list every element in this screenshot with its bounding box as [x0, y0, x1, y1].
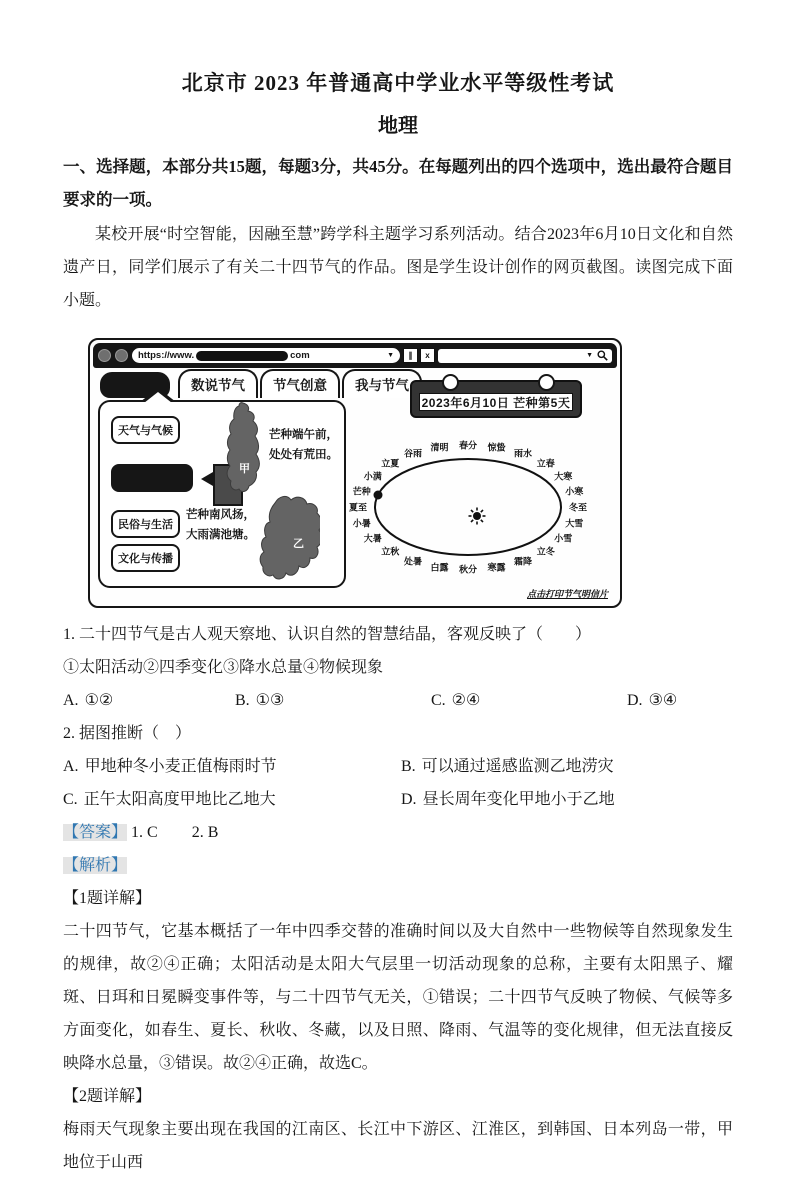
option-c: C. 正午太阳高度甲地比乙地大 — [63, 791, 276, 808]
solar-term-label: 清明 — [430, 442, 449, 453]
map-shanxi — [222, 400, 269, 495]
solar-term-label: 立夏 — [381, 458, 400, 469]
search-dropdown-icon[interactable]: ▼ — [586, 351, 593, 359]
solar-term-label: 冬至 — [568, 502, 588, 513]
solar-term-label: 大暑 — [363, 533, 382, 544]
url-suffix: com — [290, 350, 310, 361]
calendar-date-text: 2023年6月10日 芒种第5天 — [419, 393, 573, 411]
map-hunan — [258, 492, 320, 586]
detail-1-heading: 【1题详解】 — [63, 890, 152, 907]
browser-window — [88, 338, 622, 608]
calendar-banner — [410, 380, 582, 418]
detail-1-text: 二十四节气，它基本概括了一年中四季交替的准确时间以及大自然中一些物候等自然现象发生的规律，故②④正确；太阳活动是太阳大气层里一切活动现象的总称，主要有太阳黑子、耀斑、日珥和日冕瞬变事件等，与二十四节气无关，①错误；二十四节气反映了物候、气候等多方面变化，如春生、夏长、秋收、冬藏，以及日照、降雨、气温等的变化规律，但无法直接反映降水总量，③错误。故②④正确，故选C。 — [63, 923, 733, 1072]
option-a: A. 甲地种冬小麦正值梅雨时节 — [63, 758, 277, 775]
calendar-hole-icon — [538, 374, 555, 391]
solar-term-label: 立秋 — [381, 546, 400, 557]
exam-title: 北京市 2023 年普通高中学业水平等级性考试 — [181, 71, 615, 95]
option-b: B. ①③ — [235, 692, 285, 709]
map-label-yi: 乙 — [293, 538, 304, 550]
sidebar-button-folk-life[interactable]: 民俗与生活 — [111, 510, 180, 538]
question-2 — [63, 717, 733, 816]
question-2-stem: 2. 据图推断（ ） — [63, 725, 192, 742]
solar-term-label: 立春 — [536, 458, 555, 469]
solar-term-label: 小雪 — [554, 533, 573, 544]
forward-button[interactable] — [115, 349, 128, 362]
solar-term-label: 立冬 — [536, 546, 555, 557]
solar-term-label: 春分 — [458, 440, 478, 451]
url-dropdown-icon[interactable]: ▼ — [387, 352, 394, 359]
intro-paragraph: 某校开展“时空智能，因融至慧”跨学科主题学习系列活动。结合2023年6月10日文化和自然遗产日，同学们展示了有关二十四节气的作品。图是学生设计创作的网页截图。读图完成下面小题。 — [63, 226, 733, 309]
tab-jieqi-chuangyi[interactable]: 节气创意 — [260, 369, 340, 398]
tab-wo-yu-jieqi[interactable]: 我与节气 — [342, 369, 422, 398]
detail-2-heading: 【2题详解】 — [63, 1088, 152, 1105]
proverb-jia: 芒种端午前， 处处有荒田。 — [269, 429, 338, 461]
option-d: D. ③④ — [627, 692, 678, 709]
analysis-label-line — [63, 849, 733, 882]
answer-q2: 2. B — [191, 824, 219, 841]
orbit-diagram — [348, 440, 588, 575]
exam-subject: 地理 — [378, 115, 418, 137]
solar-term-label: 雨水 — [513, 448, 533, 459]
left-arrow-icon — [201, 472, 213, 486]
question-1-items: ①太阳活动②四季变化③降水总量④物候现象 — [63, 659, 384, 676]
tab-shuoshuo-jieqi[interactable]: 数说节气 — [178, 369, 258, 398]
url-prefix: https://www. — [138, 350, 195, 361]
answer-label: 【答案】 — [63, 824, 128, 841]
solar-term-label: 处暑 — [403, 556, 423, 567]
solar-term-label: 小满 — [363, 471, 382, 482]
question-1 — [63, 618, 733, 717]
solar-term-label: 寒露 — [487, 562, 506, 573]
earth-position-dot — [374, 490, 383, 499]
solar-term-label: 秋分 — [458, 564, 478, 575]
proverb-yi: 芒种南风扬， 大雨满池塘。 — [186, 509, 255, 541]
sidebar-button-redacted[interactable] — [111, 464, 193, 492]
panel-notch — [140, 388, 176, 402]
solar-term-label: 谷雨 — [403, 448, 423, 459]
search-icon[interactable] — [597, 350, 608, 361]
section-heading: 一、选择题，本部分共15题，每题3分，共45分。在每题列出的四个选项中，选出最符合题目要求的一项。 — [63, 157, 733, 209]
calendar-hole-icon — [442, 374, 459, 391]
solar-term-label: 霜降 — [513, 556, 533, 567]
option-c: C. ②④ — [431, 692, 481, 709]
content-panel — [98, 400, 346, 588]
back-button[interactable] — [98, 349, 111, 362]
question-1-stem: 1. 二十四节气是古人观天察地、认识自然的智慧结晶，客观反映了（ ） — [63, 626, 592, 643]
solar-term-label: 大雪 — [565, 518, 584, 529]
browser-toolbar-button[interactable]: ∥ — [404, 349, 417, 362]
answer-line — [63, 816, 733, 849]
option-b: B. 可以通过遥感监测乙地涝灾 — [401, 758, 614, 775]
solar-term-label: 小寒 — [565, 486, 584, 497]
map-label-jia: 甲 — [239, 463, 250, 475]
solar-term-label: 白露 — [430, 562, 449, 573]
option-d: D. 昼长周年变化甲地小于乙地 — [401, 791, 615, 808]
solar-term-label: 小暑 — [352, 518, 371, 529]
sidebar-button-weather-climate[interactable]: 天气与气候 — [111, 416, 180, 444]
search-input[interactable] — [438, 349, 612, 363]
postcard-link[interactable]: 点击打印节气明信片 — [526, 589, 608, 599]
webpage-figure — [88, 338, 622, 608]
question-1-options — [63, 684, 733, 717]
analysis-label: 【解析】 — [63, 857, 128, 874]
sidebar-button-culture-spread[interactable]: 文化与传播 — [111, 544, 180, 572]
answer-q1: 1. C — [131, 824, 158, 841]
option-a: A. ①② — [63, 692, 114, 709]
solar-term-label: 夏至 — [348, 502, 368, 513]
solar-term-label: 惊蛰 — [487, 442, 506, 453]
browser-chrome-bar — [93, 343, 617, 368]
solar-term-label: 芒种 — [352, 486, 371, 497]
detail-2-text: 梅雨天气现象主要出现在我国的江南区、长江中下游区、江淮区，到韩国、日本列岛一带，甲地位于山西 — [63, 1121, 733, 1171]
redacted-site-name — [196, 351, 288, 361]
url-bar[interactable] — [132, 348, 400, 363]
solar-term-label: 大寒 — [554, 471, 573, 482]
question-2-options — [63, 750, 733, 816]
close-button[interactable]: x — [421, 349, 434, 362]
